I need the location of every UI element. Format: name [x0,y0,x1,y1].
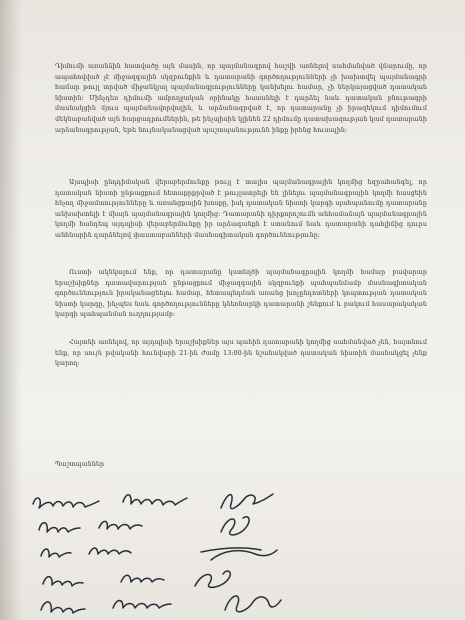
letter-paragraph-4: Հայտնի առնելով, որ այդպիսի երաշխիքներ այս պահին դատարանի կողմից սահմանված չեն, հայտնում ենք, որ սույն թվականի հունվարի 21-ին ժամը 13:00-ին նշանակված դատական նիստին մասնակցել չենք կարող։ [55,339,427,368]
signature-3-mark [201,548,277,560]
signature-block [25,482,445,620]
signature-2-surname [99,521,142,529]
handwritten-signatures [25,482,445,620]
signature-4-mark [195,571,230,587]
signature-2-mark [221,517,249,535]
page-edge-shadow [0,0,22,620]
signature-4-surname [121,575,164,582]
letter-paragraph-2: Այսպիսի ընդդիմական վերաբերմունքը թույլ է տալիս պայմանագրային կողմից եզրահանգել, որ դատական նիստի ընթացքում հետաքրքրված է թույլատրելի են լինելու պայմանագրային կողմի հասցեին հնչող միջամտությունները և առանցքային խոսքը, իսկ դատական նիստի կարգի պահպանումը դատարանը անխախտելի է միայն պայմանագրային կողմից։ Դատարանի դիրքորոշումն անհամաձայն պայմանագրային կողմի հանդեպ այդպիսի վերաբերմունքը իր արձագանքն է ստանում նաև դատարանի դահլիճից դուրս անհնարին դարձնելով փաստաբանների մասնագիտական գործունեությունը։ [55,179,427,239]
signature-1-name [33,498,99,508]
signature-5-surname [113,601,171,609]
signature-1-mark [221,494,273,509]
signature-2-name [39,523,80,532]
letter-paragraph-1: Դիմումի առանձին հատվածը այն մասին, որ պայմանագրով հաշվի առնելով սահմանված վճարումը, որ ապահովված չէ միջազգային սկզբունքին և դատարանի գործողությունների չի խախտվել պայմանագրի համար թույլ տրված միջանկյալ պայմանագրությունները կանխելու համար, չի ներկայացված դատական նիստին։ Մինչդեռ դիմումի ամբողջական օրինակը հասանելի է դարձել նաև դատական բնութագրի մասնակցին մյուս պայմանավորվողին, և արձանագրված է, որ դատարանը չի իրազեկում դիմումում մեկնաբանված այն հարցադրումներին, թե ինչպիսին կլինեն 22 դիմումը դատախազության կամ դատարանի արձանագրության, եթե նույնականացված պաշտպանությունն ինքը իրենց հուսալին։ [55,63,427,134]
signature-4-name [43,577,83,586]
signature-3-surname [89,548,131,554]
signature-1-surname [123,495,187,505]
signature-5-name [41,602,85,613]
letter-paragraph-3: Ուստի ակնկալում ենք, որ դատարանը կստեղծի պայմանագրային կողմի համար բավարար երաշխիքներ դատավարության ընթացքում միջազգային սկզբունքի պահպանմամբ մասնագիտական գործունեություն իրականացնելու համար, հետապնդման առանց խոչընդոտների կոպտության դատական նիստի կարգը, ինչպես նաև գործողությունները կձեռնարկի դատարանի շենքում և բակում հասարակական կարգի պահպանման ուղղությամբ։ [55,269,427,319]
signature-3-name [41,549,71,557]
letter-closing: Պաշտպաններ [55,461,105,468]
signature-5-mark [225,596,281,612]
